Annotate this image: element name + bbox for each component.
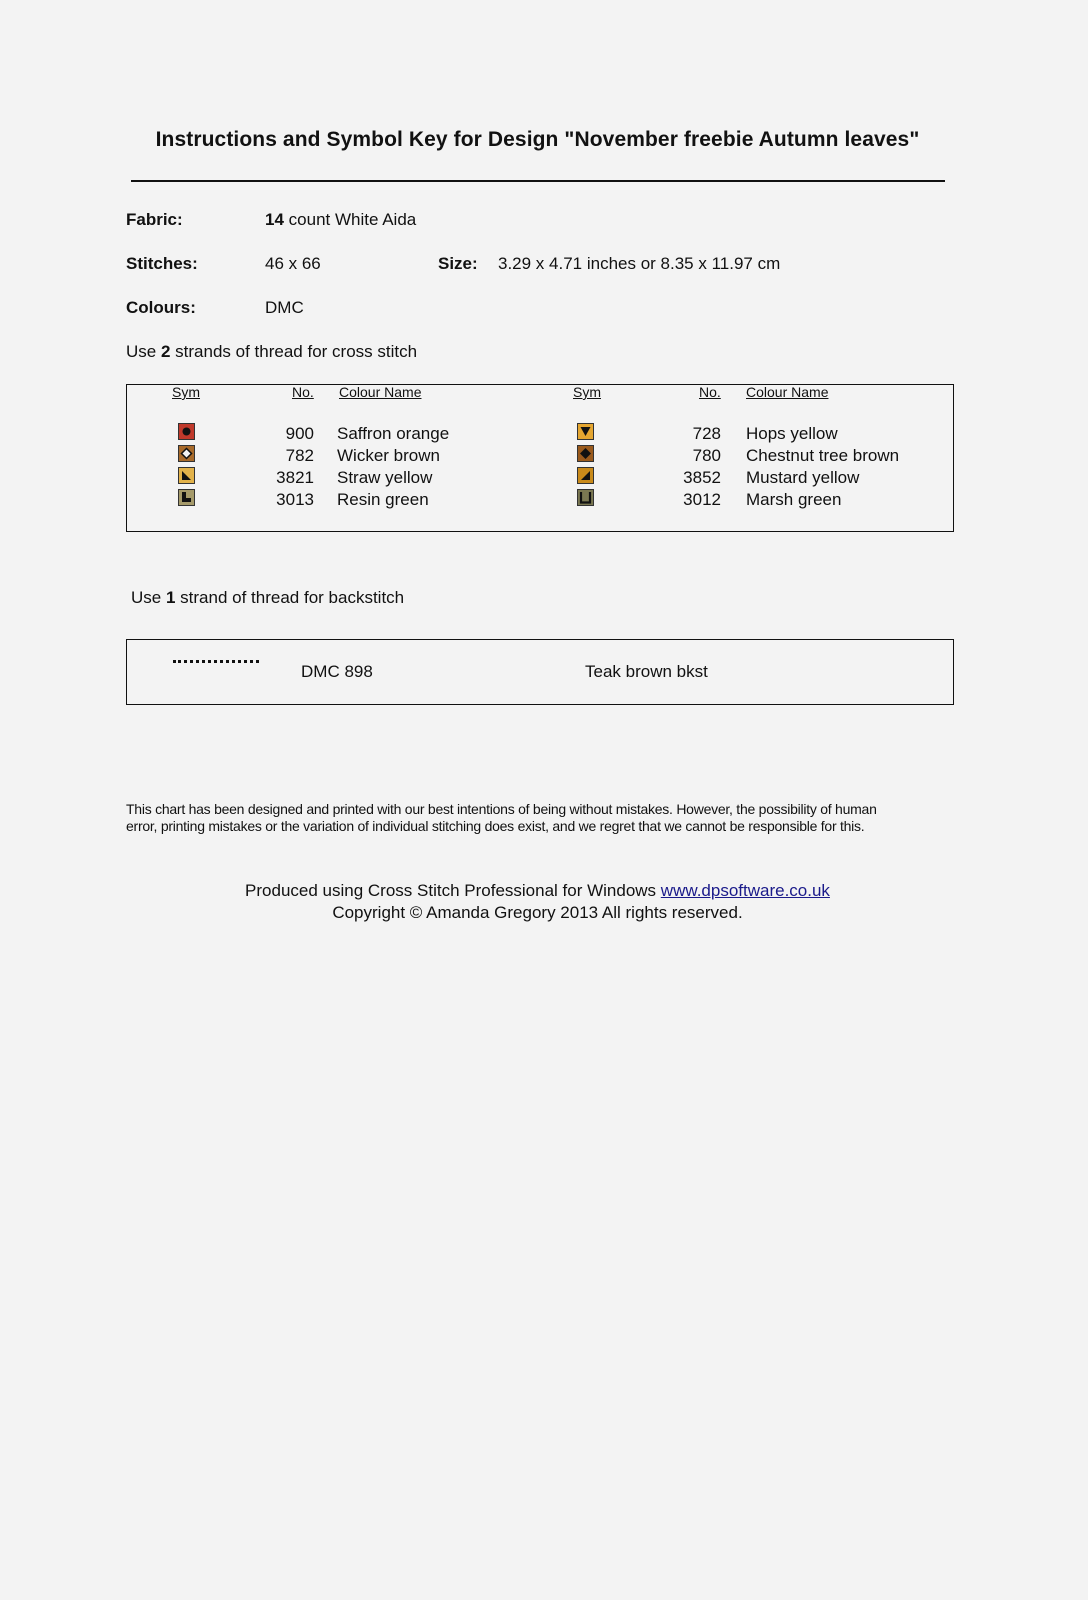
cross-strand-count: 2 [160, 342, 171, 361]
thread-number: 728 [692, 424, 721, 443]
stitches-value: 46 x 66 [265, 254, 321, 273]
backstitch-instruction [131, 588, 404, 608]
backstitch-name: Teak brown bkst [585, 662, 708, 681]
l-shape-icon [178, 489, 195, 506]
thread-name: Resin green [337, 490, 429, 509]
cross-use-suffix: strands of thread for cross stitch [175, 342, 418, 361]
size-value: 3.29 x 4.71 inches or 8.35 x 11.97 cm [498, 254, 781, 273]
back-strand-count: 1 [165, 588, 176, 607]
colours-label: Colours: [126, 298, 196, 317]
copyright: Copyright © Amanda Gregory 2013 All rights reserved. [332, 903, 743, 922]
fabric-count: 14 [265, 210, 284, 229]
size-label: Size: [438, 254, 478, 273]
backstitch-table [126, 639, 954, 705]
triangle-corner-icon [178, 467, 195, 484]
fabric-text: count White Aida [288, 210, 417, 229]
thread-number: 3012 [683, 490, 721, 509]
header-name-left: Colour Name [339, 384, 422, 400]
produced-text: Produced using Cross Stitch Professional for Windows [245, 881, 657, 900]
cross-use-prefix: Use [126, 342, 157, 361]
colours-value: DMC [265, 298, 304, 317]
filled-circle-icon [178, 423, 195, 440]
title-divider [131, 180, 945, 182]
fabric-value [265, 210, 416, 230]
thread-name: Hops yellow [746, 424, 838, 443]
header-name-right: Colour Name [746, 384, 829, 400]
produced-by-line [0, 881, 1075, 901]
backstitch-line-sample [173, 660, 259, 663]
thread-number: 780 [692, 446, 721, 465]
disclaimer-line: error, printing mistakes or the variation of individual stitching does exist, and we regret that we cannot be responsible for this. [126, 817, 865, 834]
header-no-right: No. [699, 384, 721, 400]
back-use-suffix: strand of thread for backstitch [180, 588, 405, 607]
thread-name: Chestnut tree brown [746, 446, 900, 465]
backstitch-code: DMC 898 [301, 662, 373, 681]
header-sym-left: Sym [172, 384, 200, 400]
hollow-diamond-icon [178, 445, 195, 462]
website-link[interactable]: www.dpsoftware.co.uk [660, 881, 830, 900]
header-sym-right: Sym [573, 384, 601, 400]
cross-stitch-instruction [126, 342, 417, 362]
thread-name: Mustard yellow [746, 468, 860, 487]
thread-name: Wicker brown [337, 446, 440, 465]
fabric-label: Fabric: [126, 210, 183, 229]
stitches-label: Stitches: [126, 254, 198, 273]
disclaimer-line: This chart has been designed and printed with our best intentions of being without mistakes. However, the possibility of human [126, 801, 877, 817]
disclaimer [126, 801, 966, 834]
thread-name: Straw yellow [337, 468, 433, 487]
filled-diamond-icon [577, 445, 594, 462]
thread-number: 3821 [276, 468, 314, 487]
thread-number: 900 [285, 424, 314, 443]
back-use-prefix: Use [131, 588, 162, 607]
u-shape-icon [577, 489, 594, 506]
thread-name: Marsh green [746, 490, 842, 509]
thread-number: 782 [285, 446, 314, 465]
thread-number: 3852 [683, 468, 721, 487]
down-triangle-icon [577, 423, 594, 440]
page-title: Instructions and Symbol Key for Design "November freebie Autumn leaves" [155, 128, 920, 151]
corner-triangle-icon [577, 467, 594, 484]
header-no-left: No. [292, 384, 314, 400]
thread-number: 3013 [276, 490, 314, 509]
thread-name: Saffron orange [337, 424, 450, 443]
